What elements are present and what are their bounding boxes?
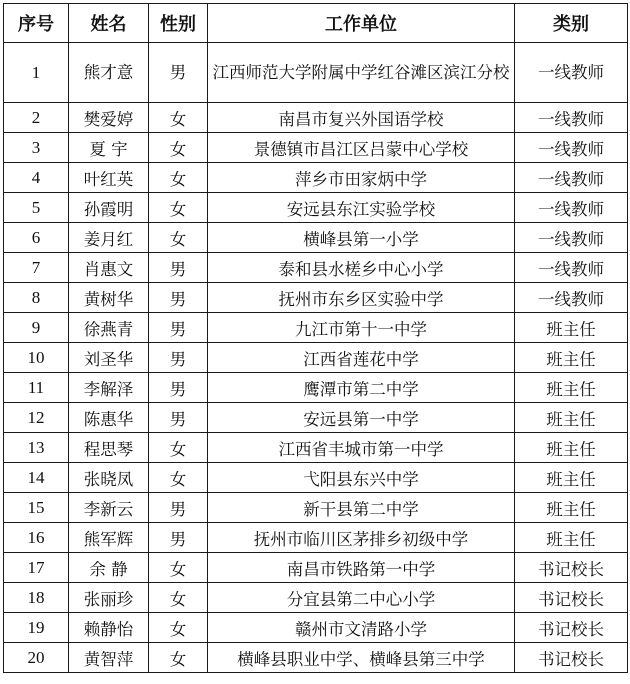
cell-category: 班主任 (515, 463, 628, 493)
cell-unit: 横峰县职业中学、横峰县第三中学 (208, 643, 515, 673)
cell-seq: 12 (4, 403, 69, 433)
cell-unit: 萍乡市田家炳中学 (208, 163, 515, 193)
cell-category: 书记校长 (515, 553, 628, 583)
cell-gender: 男 (149, 493, 208, 523)
cell-name: 熊军辉 (69, 523, 149, 553)
cell-unit: 抚州市临川区茅排乡初级中学 (208, 523, 515, 553)
cell-name: 樊爱婷 (69, 103, 149, 133)
cell-unit: 安远县第一中学 (208, 403, 515, 433)
cell-unit: 横峰县第一小学 (208, 223, 515, 253)
table-row (4, 613, 628, 643)
cell-name: 熊才意 (69, 43, 149, 103)
cell-gender: 女 (149, 133, 208, 163)
header-gender: 性别 (149, 4, 208, 43)
cell-unit: 南昌市铁路第一中学 (208, 553, 515, 583)
table-row (4, 223, 628, 253)
table-row (4, 43, 628, 103)
cell-name: 徐燕青 (69, 313, 149, 343)
cell-gender: 女 (149, 583, 208, 613)
cell-category: 书记校长 (515, 643, 628, 673)
cell-name: 刘圣华 (69, 343, 149, 373)
cell-seq: 9 (4, 313, 69, 343)
cell-seq: 14 (4, 463, 69, 493)
cell-unit: 南昌市复兴外国语学校 (208, 103, 515, 133)
cell-name: 张晓凤 (69, 463, 149, 493)
cell-seq: 20 (4, 643, 69, 673)
table-row (4, 193, 628, 223)
table-row (4, 103, 628, 133)
cell-seq: 3 (4, 133, 69, 163)
cell-unit: 抚州市东乡区实验中学 (208, 283, 515, 313)
cell-name: 姜月红 (69, 223, 149, 253)
cell-name: 赖静怡 (69, 613, 149, 643)
cell-gender: 男 (149, 283, 208, 313)
table-header (4, 4, 628, 43)
cell-seq: 13 (4, 433, 69, 463)
cell-name: 张丽珍 (69, 583, 149, 613)
cell-category: 一线教师 (515, 193, 628, 223)
table-row (4, 643, 628, 673)
cell-category: 班主任 (515, 343, 628, 373)
cell-gender: 女 (149, 433, 208, 463)
cell-seq: 8 (4, 283, 69, 313)
cell-category: 一线教师 (515, 253, 628, 283)
cell-seq: 4 (4, 163, 69, 193)
cell-name: 肖惠文 (69, 253, 149, 283)
table-row (4, 343, 628, 373)
cell-unit: 鹰潭市第二中学 (208, 373, 515, 403)
cell-gender: 男 (149, 373, 208, 403)
table-row (4, 133, 628, 163)
table-row (4, 163, 628, 193)
cell-category: 班主任 (515, 313, 628, 343)
cell-category: 一线教师 (515, 133, 628, 163)
cell-unit: 江西省丰城市第一中学 (208, 433, 515, 463)
cell-category: 书记校长 (515, 613, 628, 643)
cell-gender: 男 (149, 343, 208, 373)
cell-gender: 男 (149, 43, 208, 103)
cell-seq: 11 (4, 373, 69, 403)
header-seq: 序号 (4, 4, 69, 43)
header-unit: 工作单位 (208, 4, 515, 43)
cell-unit: 赣州市文清路小学 (208, 613, 515, 643)
cell-category: 一线教师 (515, 283, 628, 313)
cell-name: 陈惠华 (69, 403, 149, 433)
cell-gender: 女 (149, 103, 208, 133)
cell-seq: 2 (4, 103, 69, 133)
cell-category: 班主任 (515, 493, 628, 523)
cell-category: 一线教师 (515, 223, 628, 253)
cell-gender: 男 (149, 253, 208, 283)
cell-category: 一线教师 (515, 163, 628, 193)
cell-seq: 6 (4, 223, 69, 253)
table-row (4, 583, 628, 613)
cell-gender: 男 (149, 523, 208, 553)
cell-name: 黄智萍 (69, 643, 149, 673)
cell-seq: 19 (4, 613, 69, 643)
header-category: 类别 (515, 4, 628, 43)
cell-gender: 男 (149, 313, 208, 343)
cell-seq: 1 (4, 43, 69, 103)
cell-category: 书记校长 (515, 583, 628, 613)
cell-gender: 女 (149, 163, 208, 193)
cell-category: 一线教师 (515, 103, 628, 133)
cell-category: 班主任 (515, 373, 628, 403)
cell-name: 李解泽 (69, 373, 149, 403)
cell-unit: 泰和县水槎乡中心小学 (208, 253, 515, 283)
cell-gender: 女 (149, 643, 208, 673)
table-row (4, 253, 628, 283)
cell-seq: 18 (4, 583, 69, 613)
cell-unit: 景德镇市昌江区吕蒙中心学校 (208, 133, 515, 163)
table-row (4, 283, 628, 313)
cell-name: 余 静 (69, 553, 149, 583)
header-name: 姓名 (69, 4, 149, 43)
cell-name: 程思琴 (69, 433, 149, 463)
cell-seq: 7 (4, 253, 69, 283)
cell-gender: 女 (149, 193, 208, 223)
cell-seq: 15 (4, 493, 69, 523)
table-row (4, 553, 628, 583)
cell-category: 班主任 (515, 403, 628, 433)
table-row (4, 463, 628, 493)
cell-name: 黄树华 (69, 283, 149, 313)
teacher-list-table (3, 3, 628, 673)
table-row (4, 523, 628, 553)
header-row (4, 4, 628, 43)
cell-seq: 5 (4, 193, 69, 223)
cell-name: 叶红英 (69, 163, 149, 193)
cell-seq: 10 (4, 343, 69, 373)
cell-unit: 江西省莲花中学 (208, 343, 515, 373)
cell-unit: 分宜县第二中心小学 (208, 583, 515, 613)
cell-gender: 女 (149, 613, 208, 643)
table-row (4, 313, 628, 343)
table-row (4, 433, 628, 463)
cell-name: 李新云 (69, 493, 149, 523)
cell-gender: 女 (149, 463, 208, 493)
cell-unit: 安远县东江实验学校 (208, 193, 515, 223)
cell-unit: 九江市第十一中学 (208, 313, 515, 343)
cell-name: 夏 宇 (69, 133, 149, 163)
cell-gender: 女 (149, 553, 208, 583)
cell-seq: 17 (4, 553, 69, 583)
table-row (4, 373, 628, 403)
cell-unit: 弋阳县东兴中学 (208, 463, 515, 493)
table-row (4, 493, 628, 523)
table-body (4, 43, 628, 673)
cell-unit: 江西师范大学附属中学红谷滩区滨江分校 (208, 43, 515, 103)
cell-gender: 女 (149, 223, 208, 253)
cell-unit: 新干县第二中学 (208, 493, 515, 523)
cell-category: 班主任 (515, 433, 628, 463)
cell-seq: 16 (4, 523, 69, 553)
cell-category: 一线教师 (515, 43, 628, 103)
table-row (4, 403, 628, 433)
cell-gender: 男 (149, 403, 208, 433)
cell-category: 班主任 (515, 523, 628, 553)
cell-name: 孙霞明 (69, 193, 149, 223)
